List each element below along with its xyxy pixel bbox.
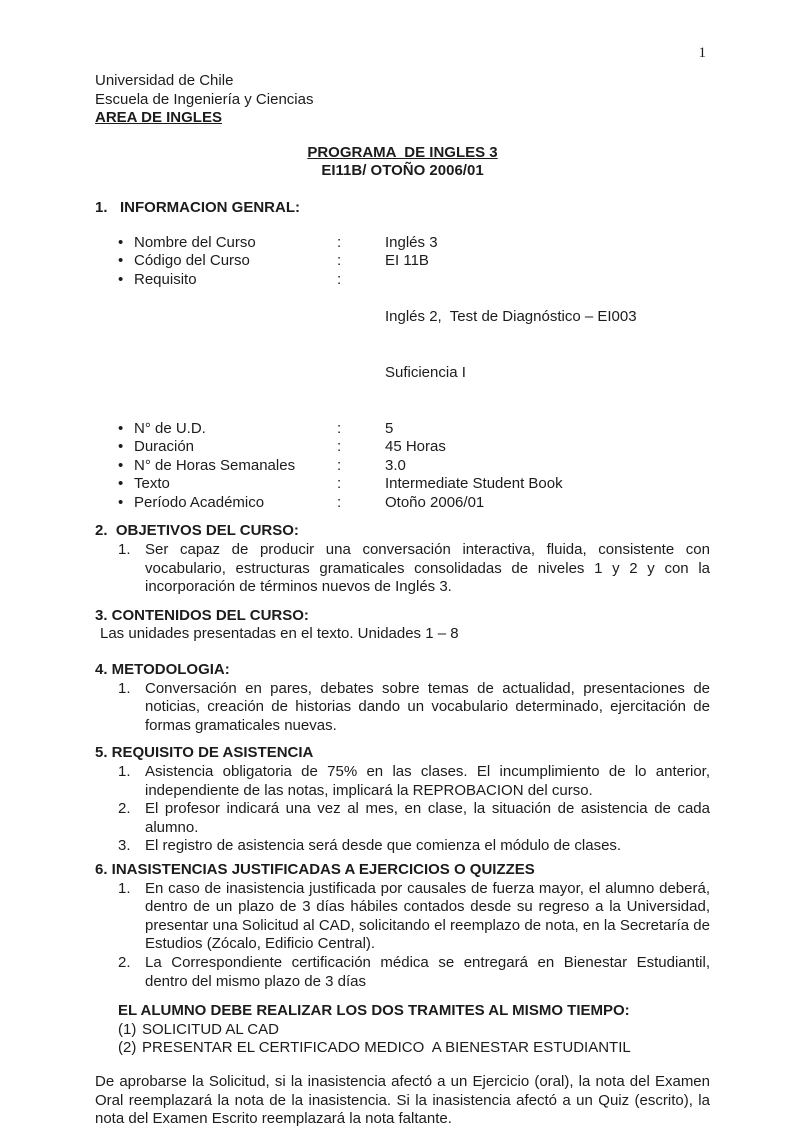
info-value: 3.0 xyxy=(385,456,406,474)
bullet-icon: • xyxy=(118,438,124,456)
info-value-line1: Inglés 2, Test de Diagnóstico – EI003 xyxy=(385,307,637,325)
info-list xyxy=(95,234,710,513)
info-value: EI 11B xyxy=(385,252,429,270)
item-text: El profesor indicará una vez al mes, en clase, la situación de asistencia de cada alumno. xyxy=(145,800,710,836)
item-number: 1. xyxy=(118,541,131,559)
info-value: Otoño 2006/01 xyxy=(385,493,485,511)
item-number: 1. xyxy=(118,879,131,897)
tramites-heading: EL ALUMNO DEBE REALIZAR LOS DOS TRAMITES AL MISMO TIEMPO: xyxy=(118,1002,630,1020)
info-separator: : xyxy=(337,456,342,474)
bullet-icon: • xyxy=(118,475,124,493)
item-number: (1) xyxy=(118,1020,137,1038)
section-2-heading: 2. OBJETIVOS DEL CURSO: xyxy=(95,522,299,540)
bullet-icon: • xyxy=(118,419,124,437)
info-value: 45 Horas xyxy=(385,438,446,456)
list-item xyxy=(95,680,710,736)
info-separator: : xyxy=(337,493,342,511)
bullet-icon: • xyxy=(118,493,124,511)
item-number: 3. xyxy=(118,837,131,855)
info-label: Texto xyxy=(134,475,170,493)
section-3-body: Las unidades presentadas en el texto. Unidades 1 – 8 xyxy=(100,625,459,643)
info-separator: : xyxy=(337,419,342,437)
document-content xyxy=(95,72,710,1129)
org-name: Universidad de Chile xyxy=(95,72,234,89)
info-value-line2: Suficiencia I xyxy=(385,363,466,381)
info-row xyxy=(95,494,710,513)
bullet-icon: • xyxy=(118,233,124,251)
closing-paragraph: De aprobarse la Solicitud, si la inasistencia afectó a un Ejercicio (oral), la nota del Examen Oral reemplazará la nota de la inasistencia. Si la inasistencia afectó a un Quiz (escrito), la nota del Examen Escrito reemplazará la nota faltante. xyxy=(95,1072,710,1128)
info-value: Inglés 3 xyxy=(385,233,438,251)
list-item xyxy=(95,954,710,991)
item-text: PRESENTAR EL CERTIFICADO MEDICO A BIENESTAR ESTUDIANTIL xyxy=(142,1039,631,1057)
item-number: (2) xyxy=(118,1039,137,1057)
item-text: Conversación en pares, debates sobre temas de actualidad, presentaciones de noticias, creación de historias dando un vocabulario determinado, ejercitación de formas gramaticales nuevas. xyxy=(145,679,710,734)
list-item xyxy=(95,837,710,856)
bullet-icon: • xyxy=(118,456,124,474)
info-separator: : xyxy=(337,438,342,456)
info-label: Período Académico xyxy=(134,493,265,511)
info-row xyxy=(95,234,710,253)
info-row xyxy=(95,420,710,439)
info-label: Requisito xyxy=(134,270,197,288)
info-value: Intermediate Student Book xyxy=(385,475,563,493)
info-row xyxy=(95,457,710,476)
tramite-item xyxy=(118,1021,710,1040)
section-5-heading: 5. REQUISITO DE ASISTENCIA xyxy=(95,744,314,762)
item-text: El registro de asistencia será desde que comienza el módulo de clases. xyxy=(145,837,622,855)
item-text: Ser capaz de producir una conversación interactiva, fluida, consistente con vocabulario, estructuras gramaticales consolidadas de niveles 1 y 2 y con la incorporación de términos nuevos de Inglés 3. xyxy=(145,541,710,596)
tramites-block xyxy=(95,1002,710,1058)
info-label: N° de U.D. xyxy=(134,419,206,437)
document-subtitle: EI11B/ OTOÑO 2006/01 xyxy=(321,162,484,180)
info-value xyxy=(385,271,710,420)
info-row xyxy=(95,475,710,494)
document-title: PROGRAMA DE INGLES 3 xyxy=(307,143,498,161)
area-name: AREA DE INGLES xyxy=(95,109,222,127)
school-name: Escuela de Ingeniería y Ciencias xyxy=(95,90,314,108)
info-separator: : xyxy=(337,475,342,493)
section-1-heading: 1. INFORMACION GENRAL: xyxy=(95,198,300,216)
item-text: La Correspondiente certificación médica se entregará en Bienestar Estudiantil, dentro del mismo plazo de 3 días xyxy=(145,953,710,990)
item-text: SOLICITUD AL CAD xyxy=(142,1020,279,1038)
page-number: 1 xyxy=(698,45,706,61)
info-row xyxy=(95,252,710,271)
section-4-heading: 4. METODOLOGIA: xyxy=(95,661,230,679)
info-label: Nombre del Curso xyxy=(134,233,256,251)
item-number: 2. xyxy=(118,953,131,971)
letterhead xyxy=(95,72,710,128)
info-label: Código del Curso xyxy=(134,252,250,270)
list-item xyxy=(95,763,710,800)
bullet-icon: • xyxy=(118,270,124,288)
info-value: 5 xyxy=(385,419,394,437)
info-label: N° de Horas Semanales xyxy=(134,456,296,474)
item-text: En caso de inasistencia justificada por causales de fuerza mayor, el alumno deberá, dentro de un plazo de 3 días hábiles contados desde su regreso a la Universidad, presentar una Solicitud al CAD, solicitando el reemplazo de nota, en la Secretaría de Estudios (Zócalo, Edificio Central). xyxy=(145,879,710,953)
info-separator: : xyxy=(337,233,342,251)
info-label: Duración xyxy=(134,438,195,456)
list-item xyxy=(95,880,710,954)
info-separator: : xyxy=(337,270,342,288)
bullet-icon: • xyxy=(118,252,124,270)
item-number: 1. xyxy=(118,679,131,697)
info-separator: : xyxy=(337,252,342,270)
title-block xyxy=(95,144,710,181)
list-item xyxy=(95,541,710,597)
info-row xyxy=(95,438,710,457)
tramite-item xyxy=(118,1039,710,1058)
section-6-heading: 6. INASISTENCIAS JUSTIFICADAS A EJERCICIOS O QUIZZES xyxy=(95,860,535,878)
info-row xyxy=(95,271,710,420)
section-3-heading: 3. CONTENIDOS DEL CURSO: xyxy=(95,606,309,624)
item-text: Asistencia obligatoria de 75% en las clases. El incumplimiento de lo anterior, independiente de las notas, implicará la REPROBACION del curso. xyxy=(145,763,710,799)
item-number: 2. xyxy=(118,800,131,818)
item-number: 1. xyxy=(118,763,131,780)
list-item xyxy=(95,800,710,837)
